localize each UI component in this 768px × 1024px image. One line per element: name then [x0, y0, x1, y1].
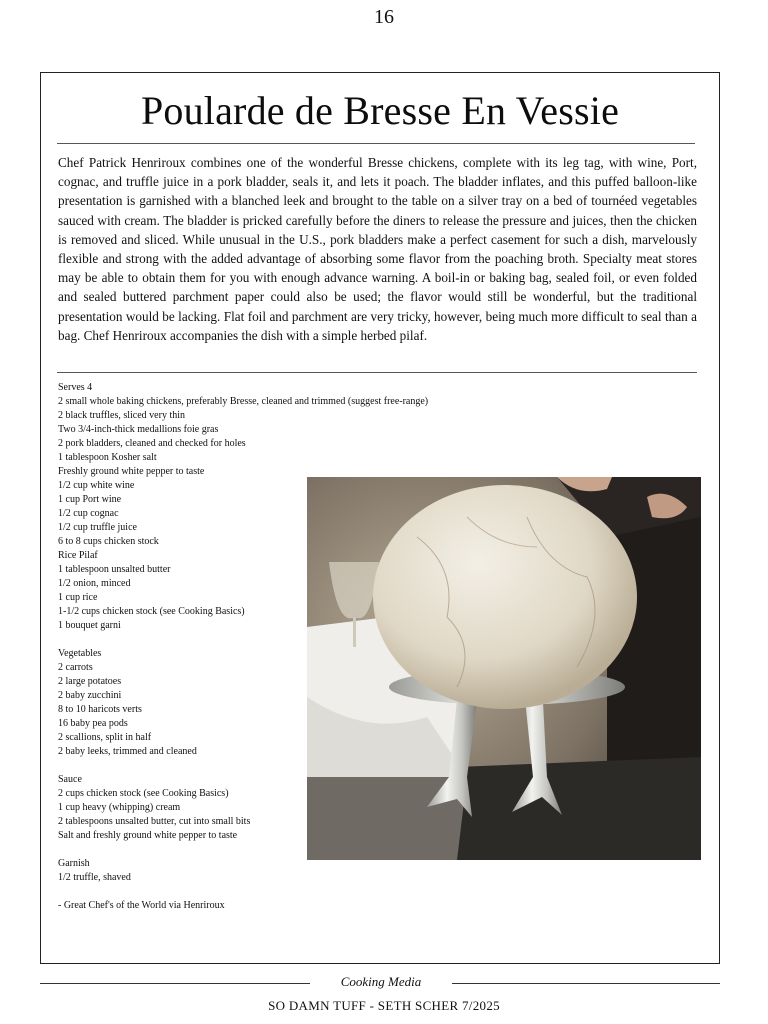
ingredient-line: Two 3/4-inch-thick medallions foie gras: [58, 424, 219, 435]
footer-rule-left: [40, 983, 310, 984]
ingredient-line: 2 carrots: [58, 662, 93, 673]
dish-photo: [307, 477, 701, 860]
ingredient-line: 2 baby zucchini: [58, 690, 122, 701]
ingredient-line: 1/2 onion, minced: [58, 578, 131, 589]
ingredient-line: Serves 4: [58, 382, 93, 393]
ingredient-line: 1/2 cup white wine: [58, 480, 135, 491]
ingredient-line: 1 tablespoon Kosher salt: [58, 452, 157, 463]
ingredient-line: Vegetables: [58, 648, 102, 659]
ingredient-line: [58, 885, 498, 899]
ingredient-line: 2 pork bladders, cleaned and checked for holes: [58, 438, 246, 449]
page-number: 16: [374, 6, 394, 28]
ingredient-line: 8 to 10 haricots verts: [58, 704, 142, 715]
ingredient-line: 1/2 truffle, shaved: [58, 872, 131, 883]
section-divider: [57, 372, 697, 373]
ingredient-line: 1-1/2 cups chicken stock (see Cooking Basics): [58, 606, 245, 617]
footer-rule-right: [452, 983, 720, 984]
ingredient-line: 1 bouquet garni: [58, 620, 121, 631]
intro-paragraph: Chef Patrick Henriroux combines one of the wonderful Bresse chickens, complete with its leg tag, with wine, Port, cognac, and truffle juice in a pork bladder, seals it, and lets it poach. The bladder inflates, and this puffed balloon-like presentation is garnished with a blanched leek and brought to the table on a silver tray on a bed of tournéed vegetables sauced with cream. The bladder is pricked carefully before the diners to release the pressure and juices, then the chicken is removed and sliced. While unusual in the U.S., pork bladders make a perfect casement for such a dish, marvelously flexible and strong with the added advantage of absorbing some flavor from the poaching broth. Specialty meat stores may be able to obtain them for you with enough advance warning. A boil-in or baking bag, sealed foil, or even folded and sealed buttered parchment paper could also be used; the flavor would still be wonderful, but the traditional presentation would be lacking. Flat foil and parchment are very tricky, however, being much more difficult to seal than a bag. Chef Henriroux accompanies the dish with a simple herbed pilaf.: [58, 155, 697, 343]
ingredient-line: Salt and freshly ground white pepper to taste: [58, 830, 238, 841]
ingredient-line: 1 cup rice: [58, 592, 98, 603]
ingredient-line: 6 to 8 cups chicken stock: [58, 536, 159, 547]
ingredient-line: 1/2 cup truffle juice: [58, 522, 137, 533]
ingredient-line: 1 cup heavy (whipping) cream: [58, 802, 181, 813]
ingredient-line: 2 tablespoons unsalted butter, cut into small bits: [58, 816, 251, 827]
ingredient-line: 1/2 cup cognac: [58, 508, 119, 519]
ingredient-line: 2 baby leeks, trimmed and cleaned: [58, 746, 197, 757]
ingredient-line: 1 tablespoon unsalted butter: [58, 564, 171, 575]
ingredient-line: 16 baby pea pods: [58, 718, 128, 729]
footer-label: Cooking Media: [340, 974, 422, 989]
ingredient-line: 2 cups chicken stock (see Cooking Basics): [58, 788, 229, 799]
ingredient-line: 2 scallions, split in half: [58, 732, 152, 743]
article-frame: [40, 72, 720, 964]
footer-credit: SO DAMN TUFF - SETH SCHER 7/2025: [268, 998, 500, 1013]
ingredient-line: 2 black truffles, sliced very thin: [58, 410, 186, 421]
ingredient-line: 2 small whole baking chickens, preferably Bresse, cleaned and trimmed (suggest free-range): [58, 396, 429, 407]
ingredient-line: 2 large potatoes: [58, 676, 122, 687]
bladder-dish-illustration: [307, 477, 701, 860]
ingredient-line: Sauce: [58, 774, 82, 785]
ingredient-line: Rice Pilaf: [58, 550, 98, 561]
page-title: Poularde de Bresse En Vessie: [140, 88, 620, 133]
title-divider: [57, 143, 695, 144]
ingredient-line: Freshly ground white pepper to taste: [58, 466, 205, 477]
ingredient-line: Garnish: [58, 858, 90, 869]
ingredient-line: 1 cup Port wine: [58, 494, 122, 505]
ingredient-line: - Great Chef's of the World via Henriroux: [58, 900, 225, 911]
